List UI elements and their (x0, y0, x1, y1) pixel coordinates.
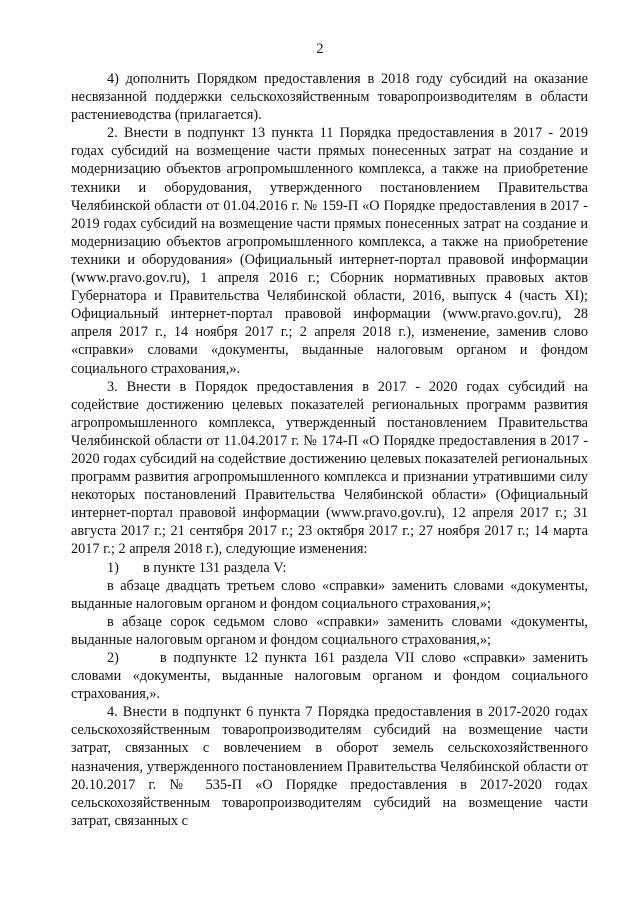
paragraph-4: 4. Внести в подпункт 6 пункта 7 Порядка предоставления в 2017-2020 годах сельскохозяйственным товаропроизводителям субсидий на возмещение части затрат, связанных с вовлечением в оборот земель сельскохозяйственного назначения, утвержденного постановлением Правительства Челябинской области от 20.10.2017 г. № 535-П «О Порядке предоставления в 2017-2020 годах сельскохозяйственным товаропроизводителям субсидий на возмещение части затрат, связанных с (71, 704, 588, 829)
page-number: 2 (316, 41, 324, 57)
list-item-1-text: в пункте 131 раздела V: (143, 559, 287, 576)
paragraph-3: 3. Внести в Порядок предоставления в 2017 - 2020 годах субсидий на содействие достижению целевых показателей региональных программ развития агропромышленного комплекса, утвержденный постановлением Правительства Челябинской области от 11.04.2017 г. № 174-П «О Порядке предоставления в 2017 - 2020 годах субсидий на содействие достижению целевых показателей региональных программ развития агропромышленного комплекса и признании утратившими силу некоторых постановлений Правительства Челябинской области» (Официальный интернет-портал правовой информации (www.pravo.gov.ru), 12 апреля 2017 г.; 31 августа 2017 г.; 21 сентября 2017 г.; 23 октября 2017 г.; 27 ноября 2017 г.; 14 марта 2017 г.; 2 апреля 2018 г.), следующие изменения: (71, 378, 588, 558)
document-body (71, 70, 588, 830)
paragraph-4-addition: 4) дополнить Порядком предоставления в 2018 году субсидий на оказание несвязанной поддержки сельскохозяйственным товаропроизводителям в области растениеводства (прилагается). (71, 71, 588, 124)
list-item-2-text: в подпункте 12 пункта 161 раздела VII слово «справки» заменить словами «документы, выданные налоговым органом и фондом социального страхования,». (71, 650, 588, 703)
list-item-1 (107, 559, 588, 577)
paragraph-abzac-23: в абзаце двадцать третьем слово «справки» заменить словами «документы, выданные налоговым органом и фондом социального страхования,»; (71, 577, 588, 612)
list-item-2 (71, 649, 588, 703)
paragraph-abzac-47: в абзаце сорок седьмом слово «справки» заменить словами «документы, выданные налоговым органом и фондом социального страхования,»; (71, 613, 588, 648)
list-item-2-number: 2) (107, 650, 119, 666)
paragraph-2: 2. Внести в подпункт 13 пункта 11 Порядка предоставления в 2017 - 2019 годах субсидий на возмещение части прямых понесенных затрат на создание и модернизацию объектов агропромышленного комплекса, а также на приобретение техники и оборудования, утвержденного постановлением Правительства Челябинской области от 01.04.2016 г. № 159-П «О Порядке предоставления в 2017 - 2019 годах субсидий на возмещение части прямых понесенных затрат на создание и модернизацию объектов агропромышленного комплекса, а также на приобретение техники и оборудования» (Официальный интернет-портал правовой информации (www.pravo.gov.ru), 1 апреля 2016 г.; Сборник нормативных правовых актов Губернатора и Правительства Челябинской области, 2016, выпуск 4 (часть XI); Официальный интернет-портал правовой информации (www.pravo.gov.ru), 28 апреля 2017 г., 14 ноября 2017 г.; 2 апреля 2018 г.), изменение, заменив слово «справки» словами «документы, выданные налоговым органом и фондом социального страхования,». (71, 125, 588, 377)
list-item-1-number: 1) (107, 559, 119, 576)
